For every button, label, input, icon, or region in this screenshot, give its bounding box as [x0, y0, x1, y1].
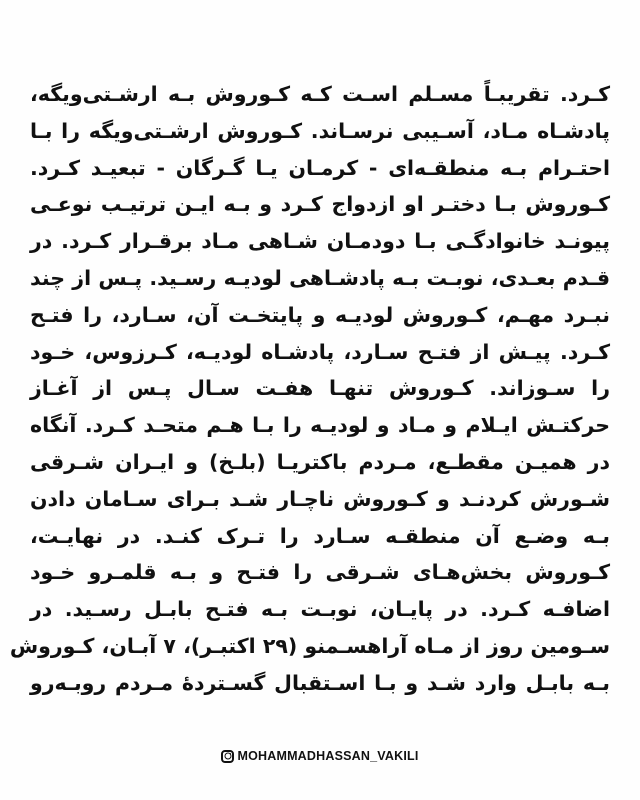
- article-text: [9, 76, 610, 702]
- text-line: کـوروش بـا دختـر او ازدواج کـرد و بـه ایـن ترتیـب نوعـی: [30, 192, 610, 217]
- text-line: کـرد. تقریبـاً مسـلم اسـت کـه کـوروش بـه ارشـتی‌ویگه،: [30, 82, 610, 106]
- text-line: بـه وضـع آن منطقـه سـارد را تـرک کنـد. در نهایـت،: [30, 523, 610, 548]
- text-line: قـدم بعـدی، نوبـت بـه پادشـاهی لودیـه رسـید. پـس از چند: [30, 265, 610, 290]
- text-line: احتـرام بـه منطقـه‌ای - کرمـان یـا گـرگان - تبعیـد کـرد.: [30, 155, 610, 180]
- footer-credit: [0, 749, 640, 763]
- text-line: در همیـن مقطـع، مـردم باکتریـا (بلـخ) و ایـران شـرقی: [30, 449, 610, 474]
- text-line: را سـوزاند. کـوروش تنهـا هفـت سـال پـس از آغـاز: [30, 376, 610, 401]
- text-line: شـورش کردنـد و کـوروش ناچـار شـد بـرای سـامان دادن: [30, 486, 610, 511]
- text-line: کـوروش بخش‌هـای شـرقی را فتـح و بـه قلمـرو خـود: [30, 560, 610, 585]
- instagram-handle: MOHAMMADHASSAN_VAKILI: [237, 749, 419, 763]
- instagram-icon: [221, 750, 234, 763]
- text-line: پادشـاه مـاد، آسـیبی نرسـاند. کـوروش ارشـتی‌ویگه را بـا: [30, 118, 610, 143]
- text-line: نبـرد مهـم، کـوروش لودیـه و پایتخـت آن، سـارد، را فتـح: [30, 302, 610, 327]
- text-line: بـه بابـل وارد شـد و بـا اسـتقبال گسـتردهٔ مـردم روبـه‌رو: [30, 670, 610, 695]
- text-line: پیونـد خانوادگـی بـا دودمـان شـاهی مـاد برقـرار کـرد. در: [30, 229, 610, 254]
- text-line: سـومین روز از مـاه آراهسـمنو (۲۹ اکتبـر)، ۷ آبـان، کـوروش: [9, 633, 610, 658]
- text-line: کـرد. پیـش از فتـح سـارد، پادشـاه لودیـه، کـرزوس، خـود: [30, 339, 610, 364]
- text-line: حرکتـش ایـلام و مـاد و لودیـه را بـا هـم متحـد کـرد. آنگاه: [30, 413, 610, 438]
- text-line: اضافـه کـرد. در پایـان، نوبـت بـه فتـح بابـل رسـید. در: [30, 597, 610, 622]
